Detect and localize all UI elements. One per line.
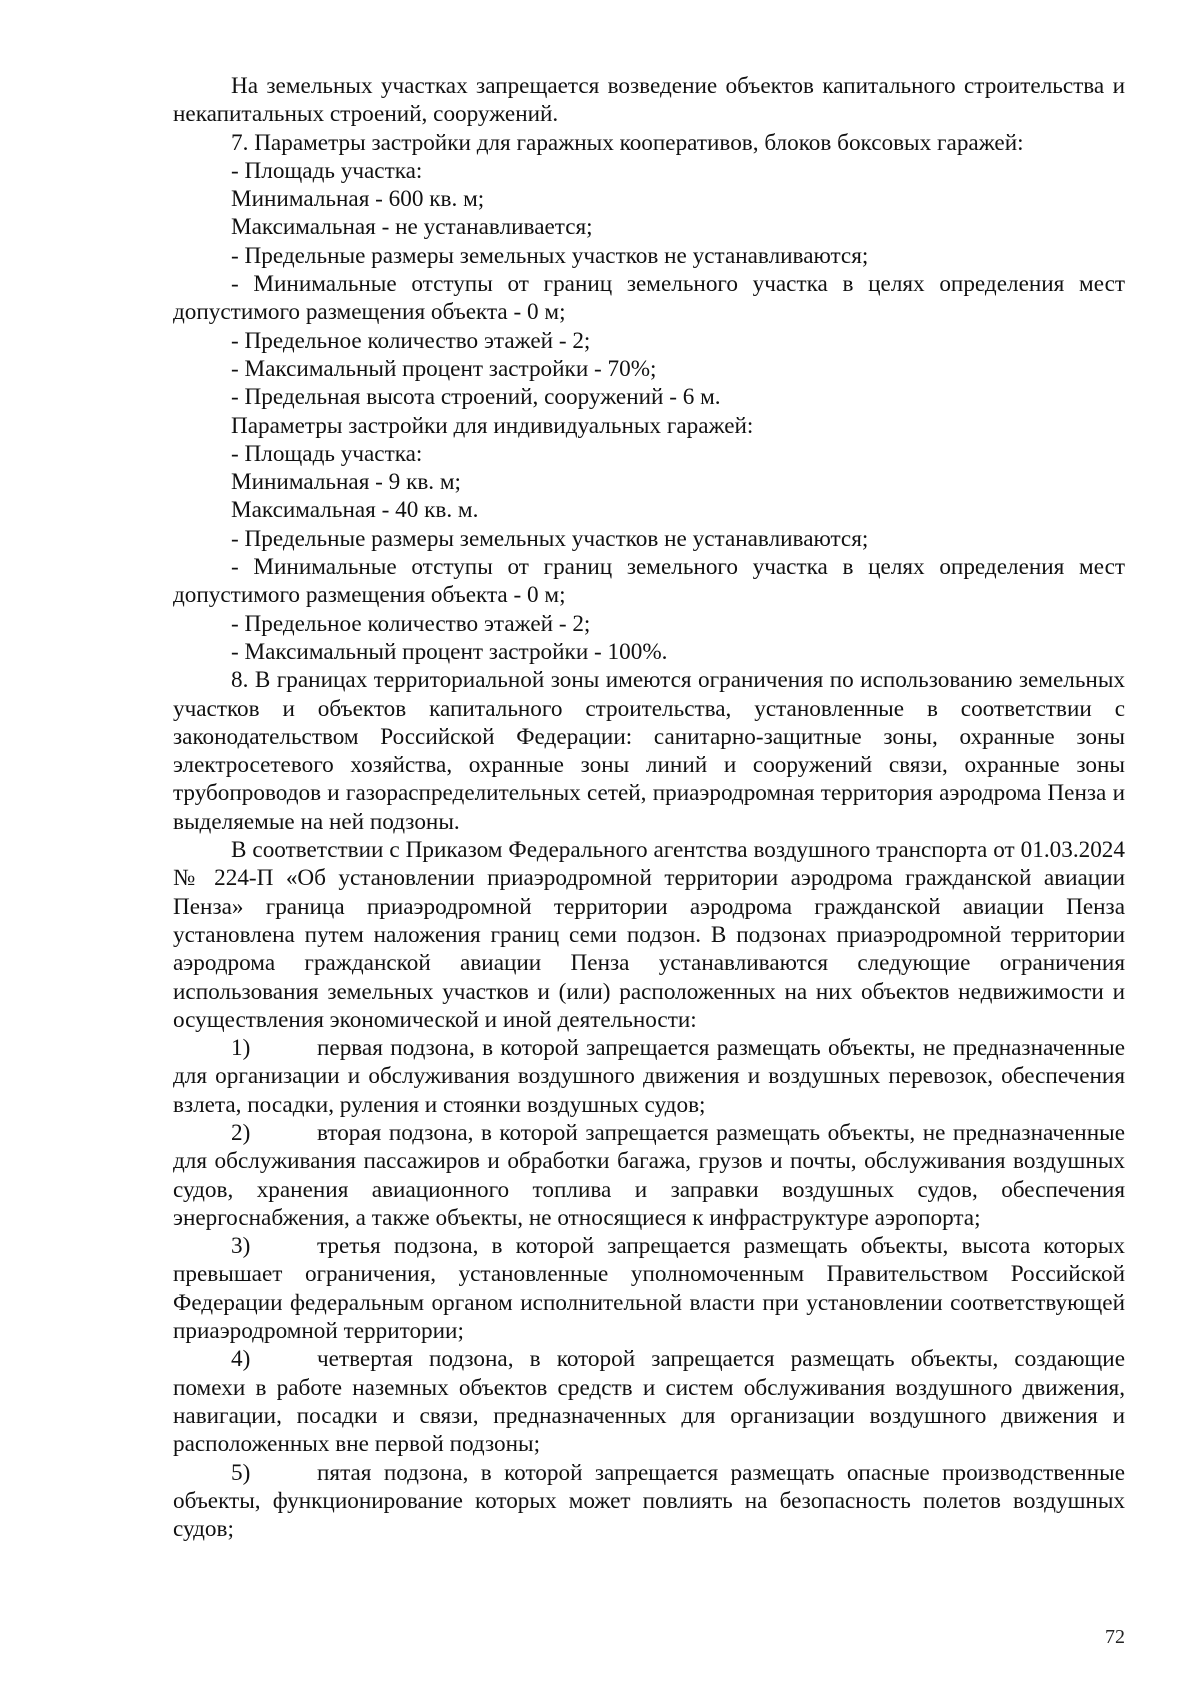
page-number: 72 (1105, 1626, 1125, 1648)
list-item (173, 1119, 1125, 1232)
paragraph-individual-garages-heading: Параметры застройки для индивидуальных гаражей: (231, 412, 754, 439)
list-item-number: 2) (231, 1119, 251, 1146)
paragraph-building-percentage-individual: - Максимальный процент застройки - 100%. (231, 638, 668, 665)
paragraph-zone-restrictions: 8. В границах территориальной зоны имеются ограничения по использованию земельных участков и объектов капитального строительства, установленные в соответствии с законодательством Российской Федерации: санитарно-защитные зоны, охранные зоны электросетевого хозяйства, охранные зоны линий и сооружений связи, охранные зоны трубопроводов и газораспределительных сетей, приаэродромная территория аэродрома Пенза и выделяемые на ней подзоны. (173, 667, 1125, 835)
paragraph-plot-area: - Площадь участка: (231, 157, 423, 184)
paragraph-floor-limit-individual: - Предельное количество этажей - 2; (231, 610, 591, 637)
list-item-number: 4) (231, 1346, 251, 1373)
list-item-text: первая подзона, в которой запрещается размещать объекты, не предназначенные для организации и обслуживания воздушного движения и воздушных перевозок, обеспечения взлета, посадки, руления и стоянки воздушных судов; (173, 1035, 1125, 1118)
paragraph-plot-size-limits: - Предельные размеры земельных участков не устанавливаются; (231, 242, 869, 269)
list-item-number: 3) (231, 1233, 251, 1260)
paragraph-floor-limit: - Предельное количество этажей - 2; (231, 327, 591, 354)
list-item (173, 1232, 1125, 1345)
paragraph-construction-ban: На земельных участках запрещается возведение объектов капитального строительства и некапитальных строений, сооружений. (173, 73, 1125, 128)
list-item-text: четвертая подзона, в которой запрещается размещать объекты, создающие помехи в работе наземных объектов средств и систем обслуживания воздушного движения, навигации, посадки и связи, предназначенных для организации воздушного движения и расположенных вне первой подзоны; (173, 1346, 1125, 1458)
paragraph-maximum-area: Максимальная - не устанавливается; (231, 214, 593, 241)
list-item (173, 1034, 1125, 1119)
paragraph-minimum-area-individual: Минимальная - 9 кв. м; (231, 469, 461, 496)
list-item-number: 1) (231, 1035, 251, 1062)
paragraph-plot-area-individual: - Площадь участка: (231, 440, 423, 467)
document-body (173, 72, 1125, 1543)
paragraph-minimum-area: Минимальная - 600 кв. м; (231, 186, 485, 213)
paragraph-maximum-area-individual: Максимальная - 40 кв. м. (231, 497, 479, 524)
paragraph-minimum-setbacks: - Минимальные отступы от границ земельного участка в целях определения мест допустимого размещения объекта - 0 м; (173, 271, 1125, 326)
list-item-text: пятая подзона, в которой запрещается размещать опасные производственные объекты, функционирование которых может повлиять на безопасность полетов воздушных судов; (173, 1459, 1125, 1543)
list-item-text: вторая подзона, в которой запрещается размещать объекты, не предназначенные для обслуживания пассажиров и обработки багажа, грузов и почты, обслуживания воздушных судов, хранения авиационного топлива и заправки воздушных судов, обеспечения энергоснабжения, а также объекты, не относящиеся к инфраструктуре аэропорта; (173, 1119, 1125, 1231)
paragraph-building-percentage: - Максимальный процент застройки - 70%; (231, 355, 657, 382)
paragraph-building-height: - Предельная высота строений, сооружений - 6 м. (231, 384, 721, 411)
paragraph-plot-size-limits-individual: - Предельные размеры земельных участков не устанавливаются; (231, 525, 869, 552)
list-item (173, 1345, 1125, 1458)
list-item (173, 1459, 1125, 1544)
paragraph-airfield-order: В соответствии с Приказом Федерального агентства воздушного транспорта от 01.03.2024 № 224-П «Об установлении приаэродромной территории аэродрома гражданской авиации Пенза» граница приаэродромной территории аэродрома гражданской авиации Пенза установлена путем наложения границ семи подзон. В подзонах приаэродромной территории аэродрома гражданской авиации Пенза устанавливаются следующие ограничения использования земельных участков и (или) расположенных на них объектов недвижимости и осуществления экономической и иной деятельности: (173, 837, 1125, 1033)
list-item-text: третья подзона, в которой запрещается размещать объекты, высота которых превышает ограничения, установленные уполномоченным Правительством Российской Федерации федеральным органом исполнительной власти при установлении соответствующей приаэродромной территории; (173, 1233, 1125, 1345)
list-item-number: 5) (231, 1459, 251, 1486)
paragraph-garage-cooperatives-heading: 7. Параметры застройки для гаражных кооперативов, блоков боксовых гаражей: (231, 129, 1024, 156)
paragraph-minimum-setbacks-individual: - Минимальные отступы от границ земельного участка в целях определения мест допустимого размещения объекта - 0 м; (173, 554, 1125, 609)
